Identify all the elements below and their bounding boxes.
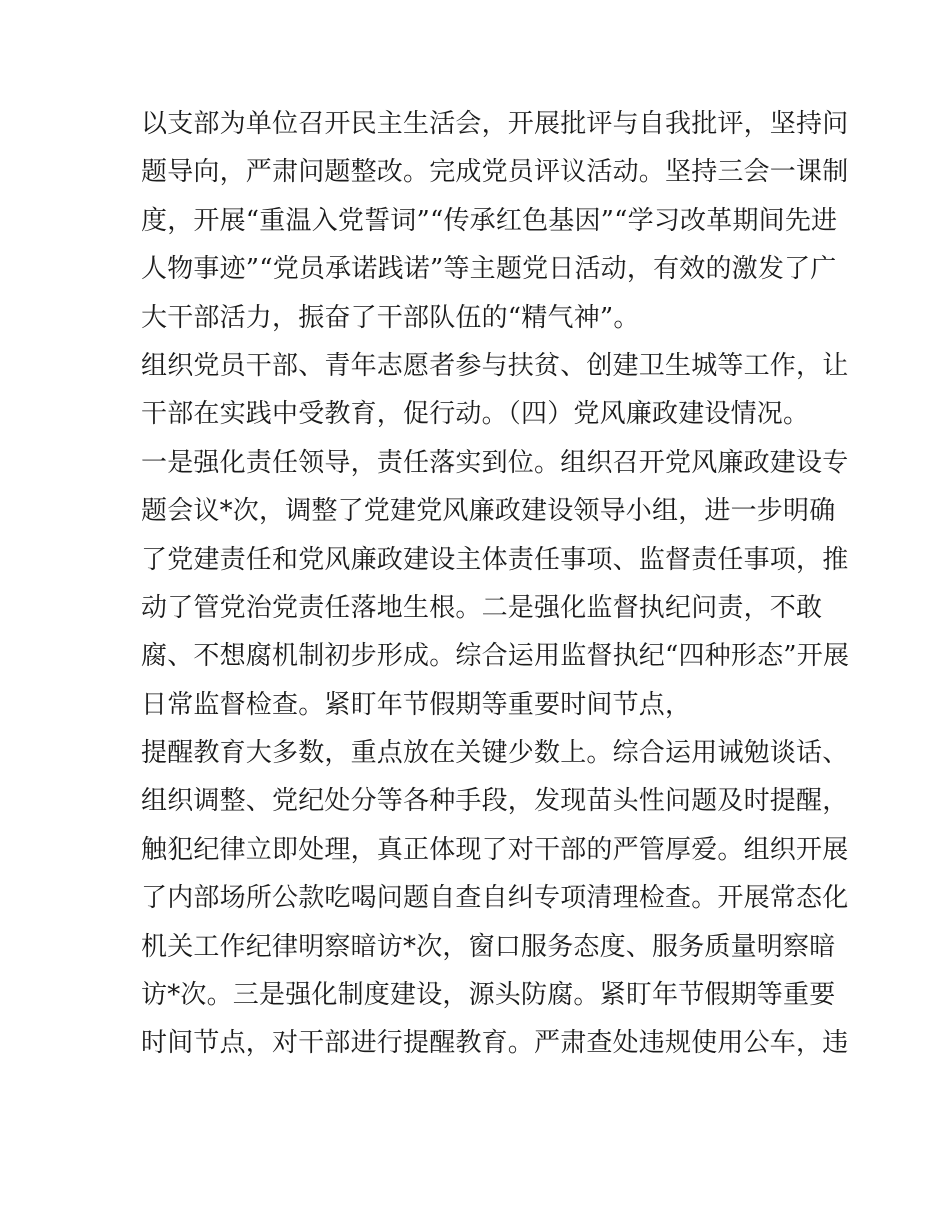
text-line-15: 组织调整、党纪处分等各种手段，发现苗头性问题及时提醒， [141, 786, 849, 817]
text-line-20: 时间节点，对干部进行提醒教育。严肃查处违规使用公车，违 [141, 1028, 849, 1059]
text-line-14: 提醒教育大多数，重点放在关键少数上。综合运用诫勉谈话、 [141, 738, 849, 769]
text-line-3: 度，开展“重温入党誓词”“传承红色基因”“学习改革期间先进 [141, 205, 838, 236]
text-line-6: 组织党员干部、青年志愿者参与扶贫、创建卫生城等工作，让 [141, 350, 849, 381]
text-line-8: 一是强化责任领导，责任落实到位。组织召开党风廉政建设专 [141, 447, 849, 478]
text-line-12: 腐、不想腐机制初步形成。综合运用监督执纪“四种形态”开展 [141, 641, 850, 672]
text-line-16: 触犯纪律立即处理，真正体现了对干部的严管厚爱。组织开展 [141, 834, 849, 865]
text-line-11: 动了管党治党责任落地生根。二是强化监督执纪问责，不敢 [141, 592, 823, 623]
text-line-5: 大干部活力，振奋了干部队伍的“精气神”。 [141, 302, 640, 333]
text-line-19: 访*次。三是强化制度建设，源头防腐。紧盯年节假期等重要 [141, 980, 836, 1011]
text-line-4: 人物事迹”“党员承诺践诺”等主题党日活动，有效的激发了广 [141, 254, 837, 285]
text-line-9: 题会议*次，调整了党建党风廉政建设领导小组，进一步明确 [141, 496, 836, 527]
text-line-1: 以支部为单位召开民主生活会，开展批评与自我批评，坚持问 [141, 109, 849, 139]
text-line-7: 干部在实践中受教育，促行动。（四）党风廉政建设情况。 [141, 399, 810, 430]
text-line-10: 了党建责任和党风廉政建设主体责任事项、监督责任事项，推 [141, 544, 849, 575]
text-line-17: 了内部场所公款吃喝问题自查自纠专项清理检查。开展常态化 [141, 883, 849, 914]
text-line-2: 题导向，严肃问题整改。完成党员评议活动。坚持三会一课制 [141, 157, 849, 188]
body-text [141, 100, 850, 1068]
text-line-18: 机关工作纪律明察暗访*次，窗口服务态度、服务质量明察暗 [141, 931, 836, 962]
text-line-13: 日常监督检查。紧盯年节假期等重要时间节点， [141, 689, 692, 720]
